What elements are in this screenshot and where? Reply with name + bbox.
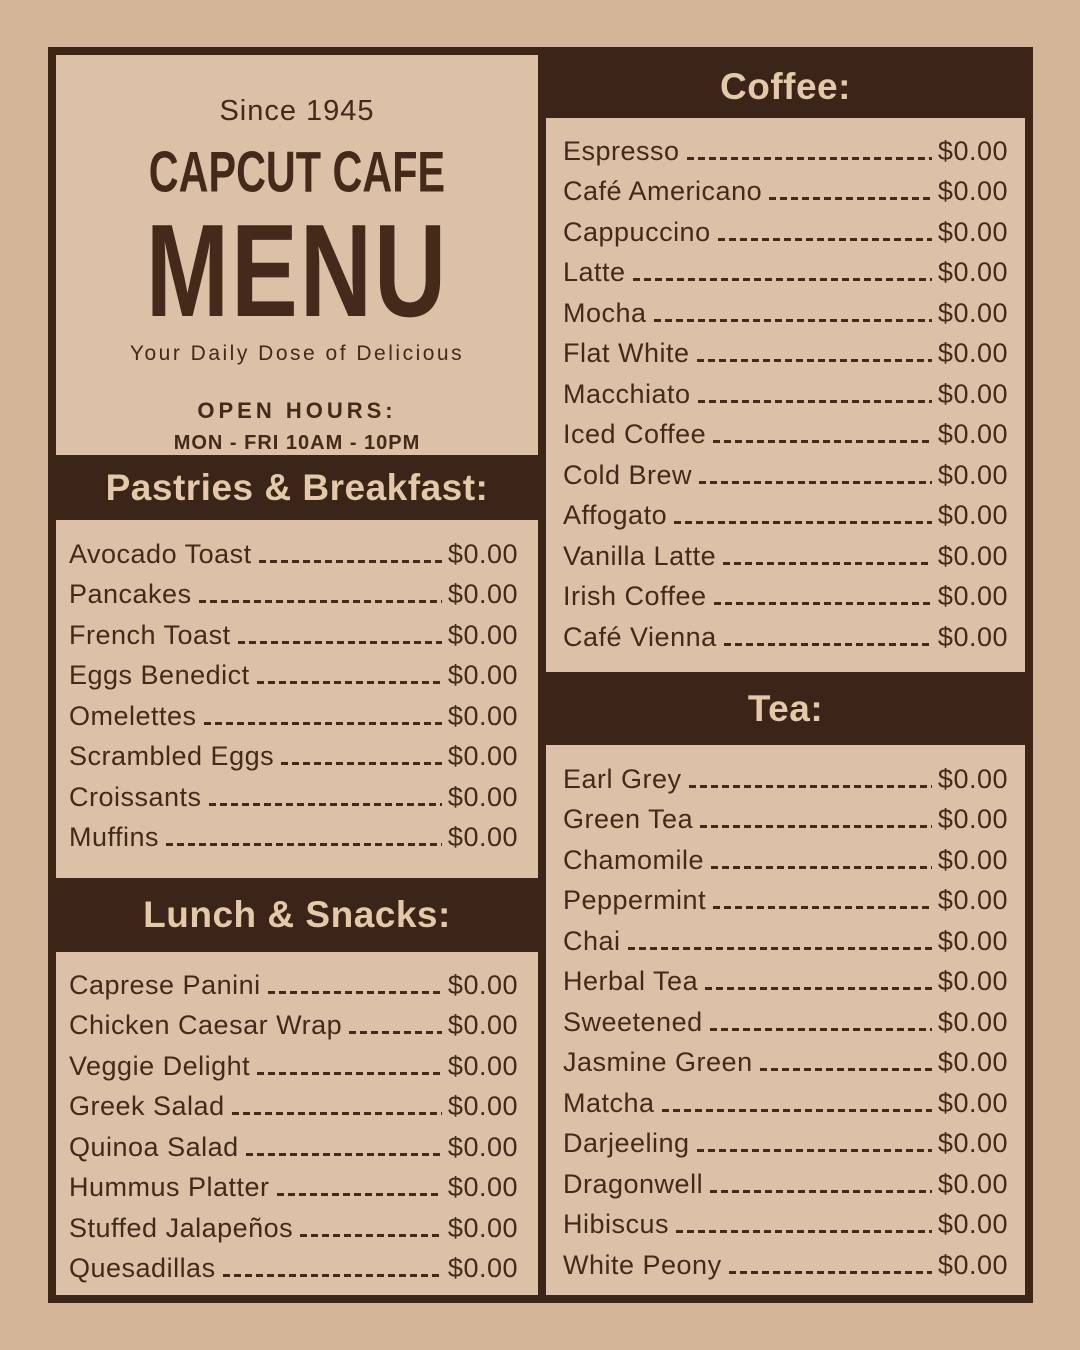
item-price: $0.00 xyxy=(937,1006,1008,1037)
item-price: $0.00 xyxy=(937,1128,1008,1159)
item-name: Muffins xyxy=(69,822,160,853)
dotted-leader xyxy=(676,1230,932,1233)
dotted-leader xyxy=(697,1149,932,1152)
menu-item-row xyxy=(69,575,518,616)
menu-item-row xyxy=(69,1006,518,1047)
dotted-leader xyxy=(713,906,932,909)
open-hours-label: OPEN HOURS: xyxy=(197,398,397,423)
menu-item-row xyxy=(69,777,518,818)
section-items-lunch xyxy=(56,952,538,1295)
item-price: $0.00 xyxy=(937,925,1008,956)
item-name: Chai xyxy=(563,925,621,956)
item-price: $0.00 xyxy=(447,781,518,812)
section-items-pastries xyxy=(56,520,538,878)
item-price: $0.00 xyxy=(937,763,1008,794)
cafe-name: CAPCUT CAFE xyxy=(148,140,446,205)
item-price: $0.00 xyxy=(937,500,1008,531)
item-name: Omelettes xyxy=(69,700,197,731)
item-price: $0.00 xyxy=(937,1249,1008,1280)
item-name: Cappuccino xyxy=(563,216,711,247)
menu-item-row xyxy=(563,334,1008,375)
dotted-leader xyxy=(257,1072,442,1075)
section-band-tea xyxy=(546,672,1025,745)
menu-item-row xyxy=(69,818,518,859)
item-name: Herbal Tea xyxy=(563,966,699,997)
dotted-leader xyxy=(628,947,932,950)
item-price: $0.00 xyxy=(937,216,1008,247)
menu-item-row xyxy=(563,212,1008,253)
item-name: Hibiscus xyxy=(563,1209,670,1240)
item-price: $0.00 xyxy=(937,540,1008,571)
menu-item-row xyxy=(69,1249,518,1290)
menu-item-row xyxy=(69,965,518,1006)
menu-header xyxy=(56,55,538,455)
item-name: Macchiato xyxy=(563,378,691,409)
item-name: Avocado Toast xyxy=(69,538,252,569)
since-text: Since 1945 xyxy=(219,95,375,127)
dotted-leader xyxy=(223,1274,442,1277)
item-name: Scrambled Eggs xyxy=(69,741,275,772)
item-price: $0.00 xyxy=(447,1050,518,1081)
item-price: $0.00 xyxy=(937,459,1008,490)
item-name: Green Tea xyxy=(563,804,694,835)
menu-item-row xyxy=(563,455,1008,496)
item-name: Café Vienna xyxy=(563,621,717,652)
item-name: Greek Salad xyxy=(69,1091,225,1122)
item-name: Latte xyxy=(563,257,626,288)
item-price: $0.00 xyxy=(447,822,518,853)
item-name: Quesadillas xyxy=(69,1253,216,1284)
section-title-lunch: Lunch & Snacks: xyxy=(143,894,451,935)
dotted-leader xyxy=(662,1109,932,1112)
item-price: $0.00 xyxy=(937,581,1008,612)
dotted-leader xyxy=(654,319,932,322)
dotted-leader xyxy=(698,400,932,403)
section-title-coffee: Coffee: xyxy=(720,65,851,107)
dotted-leader xyxy=(687,157,932,160)
item-name: Espresso xyxy=(563,135,680,166)
item-name: Mocha xyxy=(563,297,647,328)
dotted-leader xyxy=(166,843,442,846)
menu-item-row xyxy=(69,737,518,778)
dotted-leader xyxy=(760,1068,932,1071)
menu-item-row xyxy=(563,131,1008,172)
item-price: $0.00 xyxy=(937,176,1008,207)
menu-item-row xyxy=(563,1124,1008,1165)
item-price: $0.00 xyxy=(937,338,1008,369)
item-price: $0.00 xyxy=(447,1172,518,1203)
item-price: $0.00 xyxy=(447,969,518,1000)
item-price: $0.00 xyxy=(447,700,518,731)
dotted-leader xyxy=(705,987,932,990)
item-name: Vanilla Latte xyxy=(563,540,717,571)
dotted-leader xyxy=(710,1028,932,1031)
menu-card xyxy=(48,47,1033,1303)
item-price: $0.00 xyxy=(937,621,1008,652)
menu-item-row xyxy=(563,253,1008,294)
item-price: $0.00 xyxy=(937,1047,1008,1078)
dotted-leader xyxy=(700,825,932,828)
item-price: $0.00 xyxy=(447,741,518,772)
dotted-leader xyxy=(729,1271,932,1274)
item-name: Iced Coffee xyxy=(563,419,707,450)
item-price: $0.00 xyxy=(937,135,1008,166)
dotted-leader xyxy=(710,1190,932,1193)
dotted-leader xyxy=(674,521,932,524)
menu-item-row xyxy=(563,1245,1008,1286)
dotted-leader xyxy=(689,785,932,788)
menu-item-row xyxy=(563,1164,1008,1205)
menu-item-row xyxy=(563,1043,1008,1084)
menu-item-row xyxy=(563,1205,1008,1246)
item-name: French Toast xyxy=(69,619,231,650)
item-name: Café Americano xyxy=(563,176,763,207)
section-band-lunch xyxy=(56,878,538,952)
item-name: Jasmine Green xyxy=(563,1047,753,1078)
item-price: $0.00 xyxy=(937,419,1008,450)
item-name: Earl Grey xyxy=(563,763,682,794)
dotted-leader xyxy=(281,762,442,765)
dotted-leader xyxy=(714,602,932,605)
section-title-pastries: Pastries & Breakfast: xyxy=(105,466,489,508)
menu-item-row xyxy=(69,1127,518,1168)
dotted-leader xyxy=(769,197,932,200)
menu-item-row xyxy=(563,577,1008,618)
dotted-leader xyxy=(713,440,932,443)
menu-item-row xyxy=(563,1002,1008,1043)
item-price: $0.00 xyxy=(937,885,1008,916)
item-name: Dragonwell xyxy=(563,1168,704,1199)
dotted-leader xyxy=(633,278,932,281)
section-items-tea xyxy=(546,745,1025,1295)
menu-title: MENU xyxy=(145,196,449,345)
dotted-leader xyxy=(259,560,442,563)
item-price: $0.00 xyxy=(447,1131,518,1162)
item-price: $0.00 xyxy=(447,619,518,650)
dotted-leader xyxy=(238,641,442,644)
dotted-leader xyxy=(718,238,932,241)
item-price: $0.00 xyxy=(447,579,518,610)
item-price: $0.00 xyxy=(447,1091,518,1122)
item-name: Flat White xyxy=(563,338,690,369)
item-name: Eggs Benedict xyxy=(69,660,250,691)
menu-item-row xyxy=(69,615,518,656)
menu-item-row xyxy=(69,1168,518,1209)
item-name: Irish Coffee xyxy=(563,581,707,612)
dotted-leader xyxy=(209,803,442,806)
dotted-leader xyxy=(204,722,442,725)
menu-item-row xyxy=(69,1208,518,1249)
item-price: $0.00 xyxy=(937,804,1008,835)
menu-item-row xyxy=(563,800,1008,841)
menu-item-row xyxy=(563,415,1008,456)
dotted-leader xyxy=(257,681,442,684)
item-price: $0.00 xyxy=(447,1253,518,1284)
menu-item-row xyxy=(69,696,518,737)
menu-item-row xyxy=(563,759,1008,800)
menu-item-row xyxy=(563,293,1008,334)
menu-item-row xyxy=(563,536,1008,577)
section-band-pastries xyxy=(56,455,538,520)
dotted-leader xyxy=(246,1153,442,1156)
item-name: Chicken Caesar Wrap xyxy=(69,1010,343,1041)
menu-item-row xyxy=(69,656,518,697)
dotted-leader xyxy=(699,481,932,484)
item-price: $0.00 xyxy=(937,297,1008,328)
item-name: Chamomile xyxy=(563,844,705,875)
menu-item-row xyxy=(69,1087,518,1128)
item-name: Cold Brew xyxy=(563,459,693,490)
item-name: Peppermint xyxy=(563,885,707,916)
dotted-leader xyxy=(724,643,932,646)
item-name: Matcha xyxy=(563,1087,655,1118)
item-price: $0.00 xyxy=(447,1212,518,1243)
item-price: $0.00 xyxy=(937,844,1008,875)
item-price: $0.00 xyxy=(937,1168,1008,1199)
item-price: $0.00 xyxy=(937,966,1008,997)
open-hours-value: MON - FRI 10AM - 10PM xyxy=(173,432,421,454)
dotted-leader xyxy=(697,359,932,362)
dotted-leader xyxy=(232,1112,442,1115)
item-name: White Peony xyxy=(563,1249,722,1280)
item-price: $0.00 xyxy=(937,1209,1008,1240)
menu-item-row xyxy=(563,921,1008,962)
item-price: $0.00 xyxy=(447,538,518,569)
item-price: $0.00 xyxy=(937,378,1008,409)
item-price: $0.00 xyxy=(447,660,518,691)
menu-item-row xyxy=(563,172,1008,213)
item-name: Sweetened xyxy=(563,1006,703,1037)
dotted-leader xyxy=(199,600,442,603)
tagline: Your Daily Dose of Delicious xyxy=(129,342,465,365)
section-items-coffee xyxy=(546,118,1025,672)
item-price: $0.00 xyxy=(447,1010,518,1041)
menu-item-row xyxy=(563,617,1008,658)
menu-item-row xyxy=(563,496,1008,537)
right-column xyxy=(546,55,1025,1295)
item-name: Quinoa Salad xyxy=(69,1131,239,1162)
item-name: Pancakes xyxy=(69,579,192,610)
menu-item-row xyxy=(563,962,1008,1003)
item-name: Darjeeling xyxy=(563,1128,690,1159)
section-band-coffee xyxy=(546,55,1025,118)
dotted-leader xyxy=(711,866,932,869)
dotted-leader xyxy=(723,562,932,565)
menu-item-row xyxy=(69,1046,518,1087)
left-column xyxy=(56,55,538,1295)
section-title-tea: Tea: xyxy=(747,687,824,729)
item-price: $0.00 xyxy=(937,257,1008,288)
item-price: $0.00 xyxy=(937,1087,1008,1118)
item-name: Caprese Panini xyxy=(69,969,261,1000)
menu-item-row xyxy=(563,1083,1008,1124)
item-name: Affogato xyxy=(563,500,668,531)
item-name: Hummus Platter xyxy=(69,1172,270,1203)
item-name: Croissants xyxy=(69,781,202,812)
menu-item-row xyxy=(563,374,1008,415)
menu-item-row xyxy=(563,881,1008,922)
dotted-leader xyxy=(300,1234,442,1237)
menu-item-row xyxy=(69,534,518,575)
item-name: Veggie Delight xyxy=(69,1050,251,1081)
menu-item-row xyxy=(563,840,1008,881)
dotted-leader xyxy=(277,1193,442,1196)
item-name: Stuffed Jalapeños xyxy=(69,1212,294,1243)
dotted-leader xyxy=(349,1031,442,1034)
dotted-leader xyxy=(268,991,442,994)
